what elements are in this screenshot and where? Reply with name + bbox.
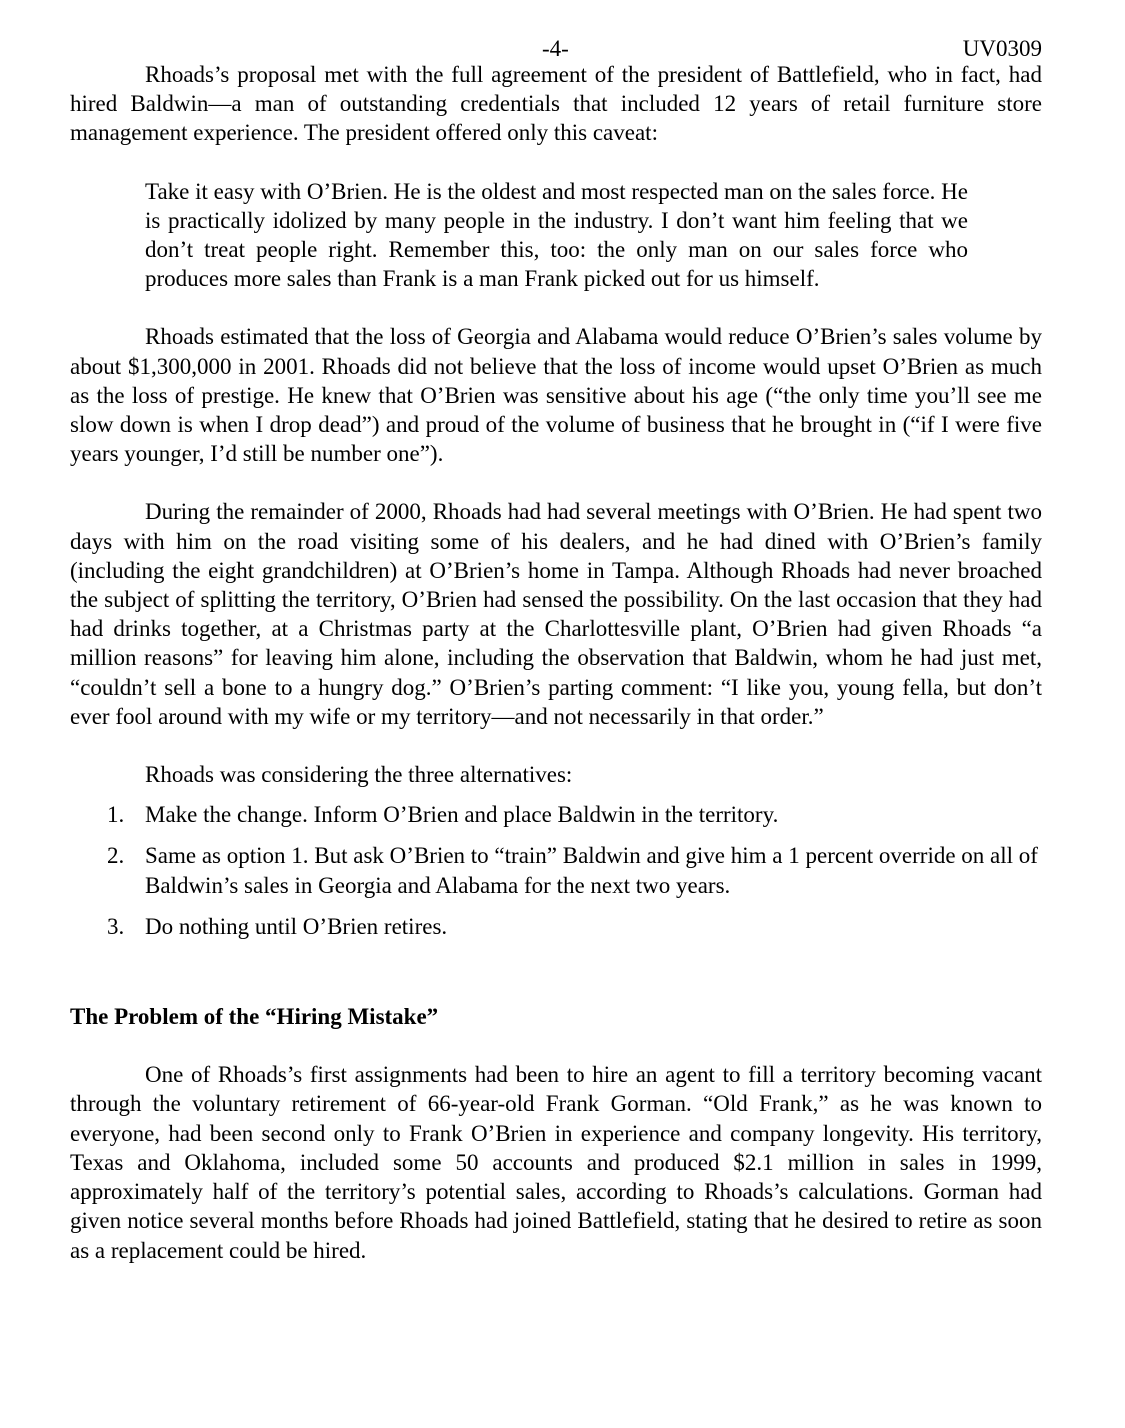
list-item xyxy=(70,912,1042,941)
list-item xyxy=(70,841,1042,899)
spacer xyxy=(70,1031,1042,1060)
page-header xyxy=(70,26,1042,60)
list-item-text: Same as option 1. But ask O’Brien to “train” Baldwin and give him a 1 percent override on all of Baldwin’s sales in Georgia and Alabama for the next two years. xyxy=(145,843,1038,898)
list-item-number: 1. xyxy=(107,802,125,828)
spacer xyxy=(70,293,1042,322)
spacer xyxy=(70,941,1042,1002)
paragraph-sales-loss: Rhoads estimated that the loss of Georgia and Alabama would reduce O’Brien’s sales volume by about $1,300,000 in 2001. Rhoads did not believe that the loss of income would upset O’Brien as much as the loss of prestige. He knew that O’Brien was sensitive about his age (“the only time you’ll see me slow down is when I drop dead”) and proud of the volume of business that he brought in (“if I were five years younger, I’d still be number one”). xyxy=(70,324,1042,467)
paragraph-proposal: Rhoads’s proposal met with the full agreement of the president of Battlefield, who in fact, had hired Baldwin—a man of outstanding credentials that included 12 years of retail furniture store management experience. The president offered only this caveat: xyxy=(70,62,1042,146)
spacer xyxy=(70,148,1042,177)
document-page xyxy=(70,26,1042,1265)
paragraph-meetings: During the remainder of 2000, Rhoads had had several meetings with O’Brien. He had spent two days with him on the road visiting some of his dealers, and he had dined with O’Brien’s family (including the eight grandchildren) at O’Brien’s home in Tampa. Although Rhoads had never broached the subject of splitting the territory, O’Brien had sensed the possibility. On the last occasion that they had had drinks together, at a Christmas party at the Charlottesville plant, O’Brien had given Rhoads “a million reasons” for leaving him alone, including the observation that Baldwin, whom he had just met, “couldn’t sell a bone to a hungry dog.” O’Brien’s parting comment: “I like you, young fella, but don’t ever fool around with my wife or my territory—and not necessarily in that order.” xyxy=(70,499,1042,729)
list-item-number: 2. xyxy=(107,843,125,869)
list-item-number: 3. xyxy=(107,913,125,939)
paragraph-hiring: One of Rhoads’s first assignments had been to hire an agent to fill a territory becoming vacant through the voluntary retirement of 66-year-old Frank Gorman. “Old Frank,” as he was known to everyone, had been second only to Frank O’Brien in experience and company longevity. His territory, Texas and Oklahoma, included some 50 accounts and produced $2.1 million in sales in 1999, approximately half of the territory’s potential sales, according to Rhoads’s calculations. Gorman had given notice several months before Rhoads had joined Battlefield, stating that he desired to retire as soon as a replacement could be hired. xyxy=(70,1062,1042,1263)
paragraph-alternatives-intro: Rhoads was considering the three alternatives: xyxy=(145,762,573,788)
president-quote: Take it easy with O’Brien. He is the oldest and most respected man on the sales force. He is practically idolized by many people in the industry. I don’t want him feeling that we don’t treat people right. Remember this, too: the only man on our sales force who produces more sales than Frank is a man Frank picked out for us himself. xyxy=(145,178,968,292)
list-item-text: Make the change. Inform O’Brien and place Baldwin in the territory. xyxy=(145,802,779,828)
spacer xyxy=(70,468,1042,497)
page-number: -4- xyxy=(542,36,569,61)
alternatives-list xyxy=(70,800,1042,941)
section-heading: The Problem of the “Hiring Mistake” xyxy=(70,1004,439,1030)
spacer xyxy=(70,731,1042,760)
list-item xyxy=(70,800,1042,829)
list-item-text: Do nothing until O’Brien retires. xyxy=(145,913,448,939)
document-code: UV0309 xyxy=(962,36,1042,61)
